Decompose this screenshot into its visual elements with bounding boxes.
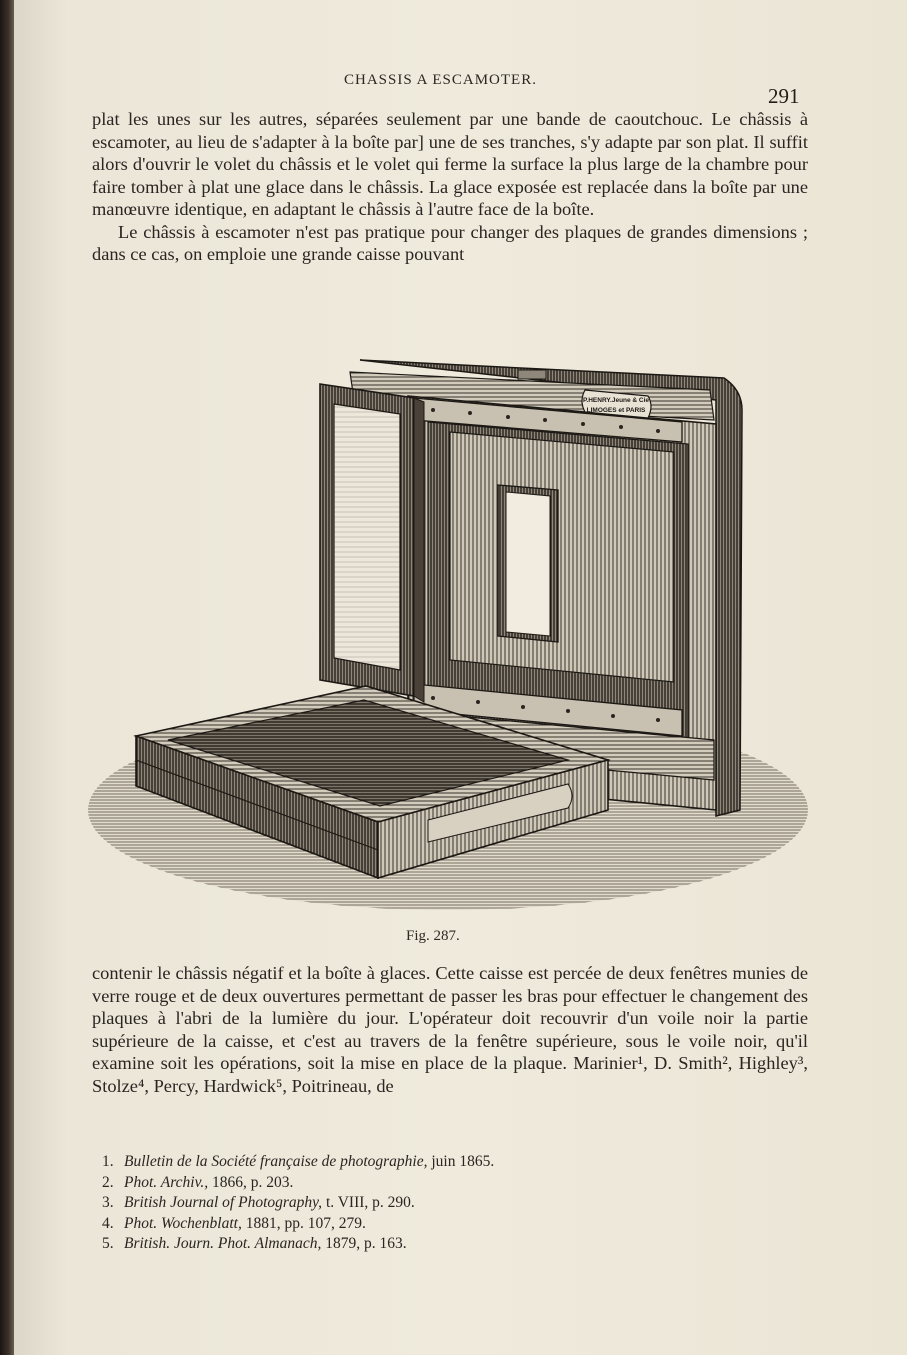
paragraph-3: contenir le châssis négatif et la boîte à glaces. Cette caisse est percée de deux fenêtres munies de verre rouge et de deux ouvertures permettant de passer les bras pour effectuer le changement des plaques à l'abri de la lumière du jour. L'opérateur doit recouvrir d'un voile noir la partie supérieure de la caisse, et c'est au travers de la fenêtre supérieure, sous le voile noir, qu'il examine soit les opérations, soit la mise en place de la plaque. Marinier¹, D. Smith², Highley³, Stolze⁴, Percy, Hardwick⁵, Poitrineau, de bbox=[92, 963, 808, 1096]
paragraph-2: Le châssis à escamoter n'est pas pratique pour changer des plaques de grandes dimensions ; dans ce cas, on emploie une grande caisse pouvant bbox=[92, 221, 808, 264]
footnote-2: 2. Phot. Archiv., 1866, p. 203. bbox=[102, 1173, 294, 1191]
plate-holder-engraving bbox=[88, 340, 808, 920]
running-title: CHASSIS A ESCAMOTER. bbox=[344, 72, 537, 88]
maker-label-line1: P.HENRY.Jeune & Cie bbox=[582, 397, 650, 404]
inner-panel bbox=[450, 432, 674, 682]
paragraph-1: plat les unes sur les autres, séparées seulement par une bande de caoutchouc. Le châssis à escamoter, au lieu de s'adapter à la boîte par] une de ses tranches, s'y adapte par son plat. Il suffit alors d'ouvrir le volet du châssis et le volet qui ferme la surface la plus large de la chambre pour faire tomber à plat une glace dans le châssis. La glace exposée est replacée dans la boîte par une manœuvre identique, en adaptant le châssis à l'autre face de la boîte. bbox=[92, 109, 808, 219]
maker-label-line2: LIMOGES et PARIS bbox=[586, 407, 646, 414]
footnote-3: 3. British Journal of Photography, t. VIII, p. 290. bbox=[102, 1194, 415, 1211]
book-spine-shadow bbox=[0, 0, 14, 1355]
top-text-block bbox=[92, 108, 808, 266]
hinged-door-glass bbox=[334, 404, 400, 670]
aperture-glass bbox=[506, 492, 550, 636]
figure-caption: Fig. 287. bbox=[406, 928, 460, 944]
page-number: 291 bbox=[768, 84, 800, 108]
figure-287-engraving bbox=[88, 340, 808, 920]
footnote-1: 1. Bulletin de la Société française de photographie, juin 1865. bbox=[102, 1153, 495, 1170]
door-hinge-edge bbox=[414, 398, 424, 702]
top-latch bbox=[518, 370, 546, 379]
footnote-5: 5. British. Journ. Phot. Almanach, 1879, p. 163. bbox=[102, 1235, 407, 1252]
book-page bbox=[14, 0, 907, 1355]
footnote-4: 4. Phot. Wochenblatt, 1881, pp. 107, 279. bbox=[102, 1214, 366, 1232]
footnotes bbox=[102, 1152, 702, 1255]
bottom-text-block bbox=[92, 962, 808, 1097]
